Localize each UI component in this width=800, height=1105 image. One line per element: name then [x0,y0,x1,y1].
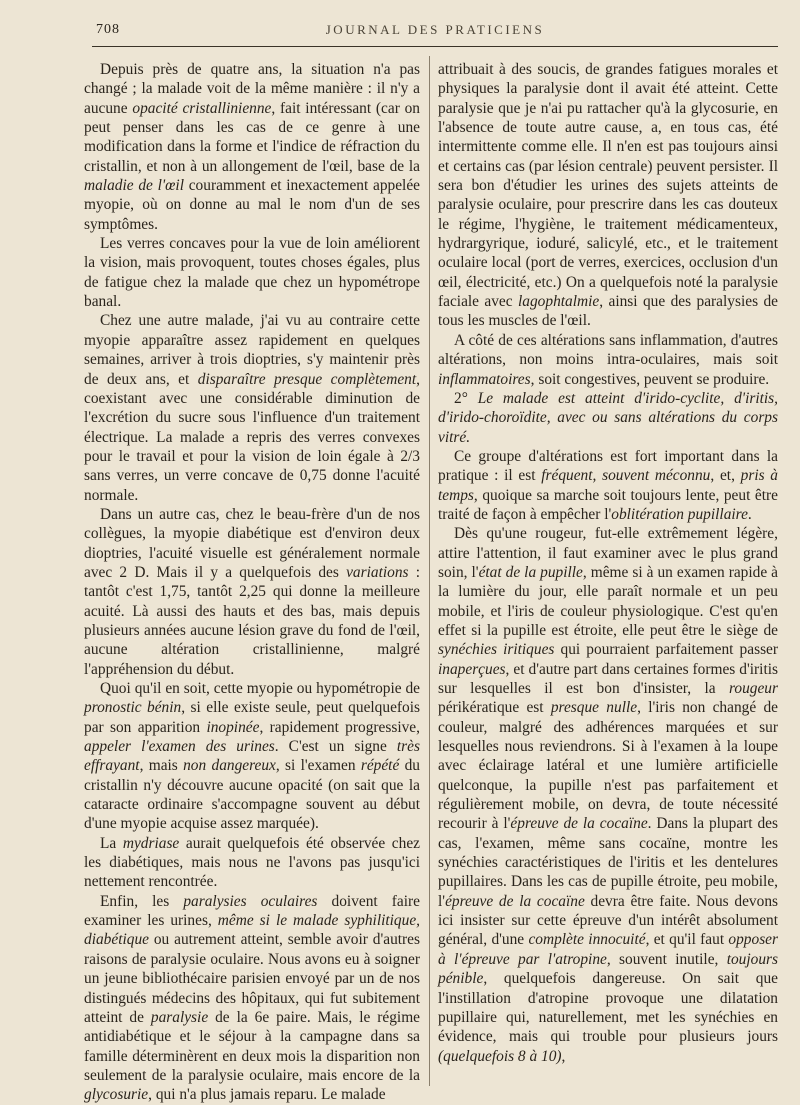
italic-text-run: complète innocuité [528,931,646,949]
text-run: doivent faire examiner les urines, [84,892,420,930]
italic-text-run: non dangereux [183,757,276,775]
italic-text-run: lagophtalmie [518,293,600,311]
text-run: A côté de ces altérations sans inflammation, d'autres altérations, non moins intra-oculaires, mais soit [438,331,778,369]
text-run: , coexistant avec une considérable diminution de l'excrétion du sucre sous l'influence d'un traitement électrique. La malade a repris des verres convexes pour le travail et pour la vision de loin égale à 2/3 sans verres, un verre concave de 0,75 donne l'acuité normale. [84,370,421,504]
text-run: . C'est un signe [274,738,397,756]
italic-text-run: paralysie [150,1008,209,1026]
text-run: , fait intéressant (car on peut penser dans les cas de ce genre à une modification dans la forme et l'indice de réfraction du cristallin, et non à un allongement de l'œil, base de la [84,99,420,175]
text-run: Chez une autre malade, j'ai vu au contraire cette myopie apparaître assez rapidement en quelques semaines, arriver à trois dioptries, s'y maintenir près de deux ans, et [84,312,420,388]
text-run: attribuait à des soucis, de grandes fatigues morales et physiques la paralysie dont il avait été atteint. Cette paralysie que je n'ai pu rattacher qu'à la glycosurie, en l'absence de toute autre cause, a, en tous cas, été intermittente comme elle. Il n'en est pas toujours ainsi et certains cas (par lésion centrale) peuvent persister. Il sera bon d'étudier les urines des sujets atteints de paralysie oculaire, pour prescrire dans les cas douteux le régime, l'hygiène, le traitement médicamenteux, hydrargyrique, ioduré, salicylé, etc., et le traitement oculaire local (port de verres, exercices, occlusion d'un œil, électricité, etc.) On a quelquefois noté la paralysie faciale avec [438,61,778,311]
italic-text-run: très effrayant [84,738,420,775]
text-run: de la 6e paire. Mais, le régime antidiabétique et le séjour à la campagne dans sa famille déterminèrent en deux mois la disparition non seulement de la paralysie oculaire, mais encore de la [84,1008,420,1084]
italic-text-run: pris à temps [438,467,779,504]
italic-text-run: inopinée [206,718,260,736]
paragraph [84,311,420,504]
column-separator [429,56,430,1086]
italic-text-run: même si le malade syphilitique, diabétique [84,912,421,949]
italic-text-run: rougeur [728,680,778,697]
paragraph-continued [438,60,778,331]
text-run: , quoique sa marche soit toujours lente, peut être traité de façon à empêcher l' [438,486,778,523]
text-run: qui pourraient parfaitement passer [554,641,779,659]
text-run: , et, [710,467,741,485]
italic-text-run: presque nulle [550,699,638,717]
text-run: ou autrement atteint, semble avoir d'autres raisons de paralysie oculaire. Nous avons eu à soigner un jeune bibliothécaire parisien envoyé par un de nos distingués médecins des hôpitaux, qui fut subitement atteint de [84,931,420,1026]
italic-text-run: mydriase [122,834,180,852]
text-run: , et qu'il faut [645,931,729,949]
text-run: La [100,834,123,852]
left-column [84,60,420,1105]
page-header [92,20,778,42]
text-run: , l'iris non changé de couleur, malgré des adhérences marquées et sur lesquelles nous reviendrons. Si à l'examen à la loupe avec éclairage latéral et une lumière artificielle quelconque, la pupille n'est pas parfaitement et régulièrement mobile, on devra, de toute nécessité recourir à l' [438,699,778,833]
italic-text-run: appeler l'examen des urines [84,738,275,756]
paragraph [84,60,420,234]
paragraph [438,524,778,1066]
italic-text-run: inaperçues [438,660,506,678]
italic-text-run: état de la pupille [478,563,583,581]
italic-text-run: disparaître presque complètement [197,370,417,388]
paragraph [84,505,420,679]
page-number: 708 [96,22,120,37]
text-run: , soit congestives, peuvent se produire. [530,370,770,388]
text-run: . Dans la plupart des cas, l'examen, même sans cocaïne, montre les synéchies caractéristiques de l'iritis et les dentelures pupillaires. Dans les cas de pupille étroite, peu mobile, l' [438,815,779,910]
text-run: périkératique est [438,699,551,717]
right-column [438,60,778,1066]
text-run: , et d'autre part dans certaines formes d'iritis sur lesquelles il est bon d'insister, la [438,660,778,697]
text-run: , quelquefois dangereuse. On sait que l'instillation d'atropine provoque une dilatation pupillaire qui, naturellement, met les synéchies en évidence, mais qui trouble pour plusieurs jours [438,970,778,1046]
italic-text-run: épreuve de la cocaïne [445,892,585,910]
section-heading-paragraph [438,389,778,447]
text-run: , si l'examen [275,757,361,775]
text-run: Dès qu'une rougeur, fut-elle extrêmement légère, attire l'attention, il faut examiner avec le plus grand soin, l' [438,525,778,581]
italic-text-run: épreuve de la cocaïne [510,815,648,833]
text-run: . [747,505,752,523]
text-run: , mais [139,757,184,775]
italic-text-run: synéchies iritiques [438,641,555,659]
italic-text-run: variations [346,563,409,581]
paragraph [84,679,420,834]
text-run: du cristallin n'y découvre aucune opacité (on sait que la cataracte ordinaire s'accompagne souvent au début d'une myopie acquise assez marquée). [84,757,420,833]
paragraph [84,834,420,892]
italic-text-run: paralysies oculaires [183,892,318,910]
paragraph [438,447,778,524]
italic-text-run: fréquent, souvent méconnu [541,467,711,485]
italic-text-run: (quelquefois 8 à 10) [438,1047,562,1065]
italic-text-run: maladie de l'œil [84,177,184,195]
text-run: Depuis près de quatre ans, la situation n'a pas changé ; la malade voit de la même manière : il n'y a aucune [84,61,420,117]
italic-text-run: répété [360,757,400,775]
italic-text-run: Le malade est atteint d'irido-cyclite, d'iritis, d'irido-choroïdite, avec ou sans altérations du corps vitré. [438,389,778,446]
paragraph [84,892,420,1105]
italic-text-run: pronostic bénin [84,699,182,717]
text-run: Quoi qu'il en soit, cette myopie ou hypométropie de [100,680,420,697]
italic-text-run: inflammatoires [438,370,531,388]
header-rule [92,46,778,47]
text-run: Les verres concaves pour la vue de loin améliorent la vision, mais provoquent, toutes choses égales, plus de fatigue chez la malade que chez un hypométrope banal. [84,235,420,311]
text-run: aurait quelquefois été observée chez les diabétiques, mais nous ne l'avons pas jusqu'ici nettement rencontrée. [84,834,420,891]
text-run: , même si à un examen rapide à la lumière du jour, elle paraît normale et un peu mobile, et l'iris de couleur physiologique. C'est qu'en effet si la pupille est étroite, elle peut être le siège de [438,563,779,639]
text-run: , ainsi que des paralysies de tous les muscles de l'œil. [438,293,778,330]
text-run: Enfin, les [100,892,184,910]
text-run: , rapidement progressive, [259,718,420,736]
text-run: , souvent inutile, [606,950,727,968]
italic-text-run: oblitération pupillaire [611,505,748,523]
text-run: 2° [454,389,478,407]
text-run: : tantôt c'est 1,75, tantôt 2,25 qui donne la meilleure acuité. Là aussi des hauts et des bas, mais depuis plusieurs années aucune lésion grave du fond de l'œil, aucune altération cristallinienne, malgré l'appréhension du début. [84,563,421,678]
italic-text-run: opposer à l'épreuve par l'atropine [438,931,778,968]
text-run: couramment et inexactement appelée myopie, où on donne au mal le nom d'un de ses symptômes. [84,177,420,233]
text-run: , qui n'a plus jamais reparu. Le malade [148,1086,386,1104]
paragraph [84,234,420,311]
text-run: Dans un autre cas, chez le beau-frère d'un de nos collègues, la myopie diabétique est d'environ deux dioptries, l'acuité visuelle est généralement normale avec 2 D. Mais il y a quelquefois des [84,505,420,581]
italic-text-run: glycosurie [84,1086,149,1104]
italic-text-run: toujours pénible [438,950,778,988]
text-run: , si elle existe seule, peut quelquefois par son apparition [84,699,420,736]
text-run: , [561,1047,566,1065]
paragraph [438,331,778,389]
running-title: JOURNAL DES PRATICIENS [325,22,545,37]
italic-text-run: opacité cristallinienne [132,99,272,117]
text-run: Ce groupe d'altérations est fort important dans la pratique : il est [438,447,778,485]
text-run: devra être faite. Nous devons ici insister sur cette épreuve d'un intérêt absolument général, d'une [438,892,779,949]
